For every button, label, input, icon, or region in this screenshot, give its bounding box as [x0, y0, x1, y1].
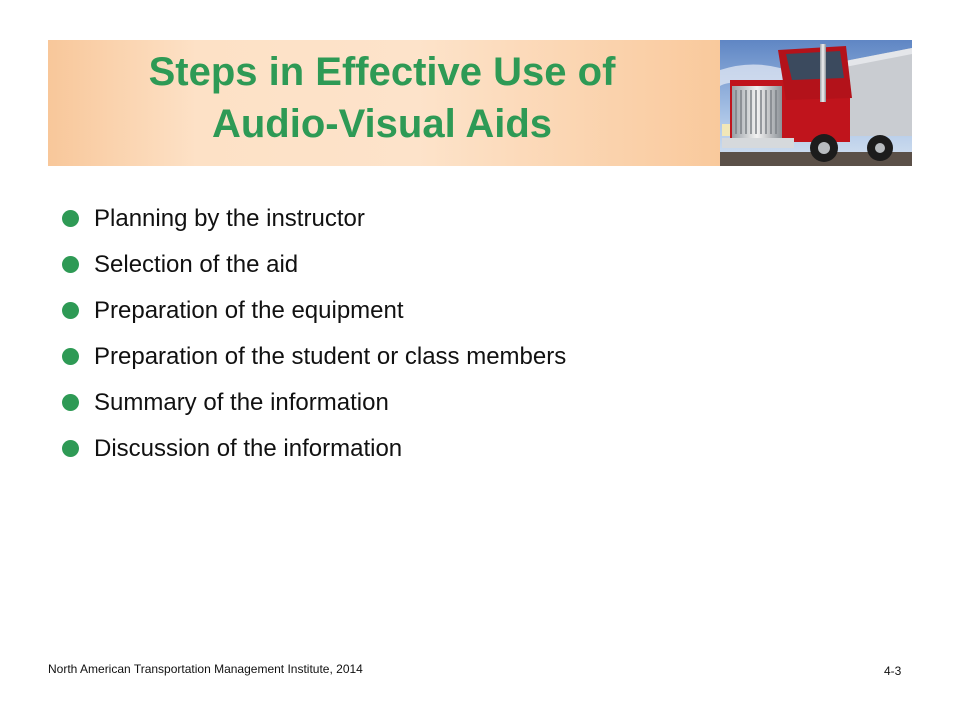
bullet-dot-icon	[62, 440, 79, 457]
page-number: 4-3	[884, 664, 902, 678]
bullet-text: Planning by the instructor	[94, 205, 365, 232]
bullet-dot-icon	[62, 256, 79, 273]
bullet-text: Preparation of the student or class members	[94, 343, 567, 370]
slide-title-line-1: Steps in Effective Use of	[148, 50, 616, 94]
truck-photo	[720, 40, 912, 166]
list-item	[62, 380, 566, 426]
bullet-text: Selection of the aid	[94, 251, 299, 278]
list-item	[62, 242, 566, 288]
list-item	[62, 196, 566, 242]
list-item	[62, 334, 566, 380]
bullet-text: Discussion of the information	[94, 435, 403, 462]
bullet-dot-icon	[62, 302, 79, 319]
list-item	[62, 426, 566, 472]
list-item	[62, 288, 566, 334]
bullet-dot-icon	[62, 210, 79, 227]
bullet-list	[62, 196, 566, 472]
bullet-dot-icon	[62, 394, 79, 411]
slide-title	[48, 46, 716, 150]
slide-title-line-2: Audio-Visual Aids	[211, 102, 553, 146]
bullet-dot-icon	[62, 348, 79, 365]
bullet-text: Preparation of the equipment	[94, 297, 404, 324]
bullet-text: Summary of the information	[94, 389, 389, 416]
footer-source: North American Transportation Management Institute, 2014	[48, 662, 363, 676]
